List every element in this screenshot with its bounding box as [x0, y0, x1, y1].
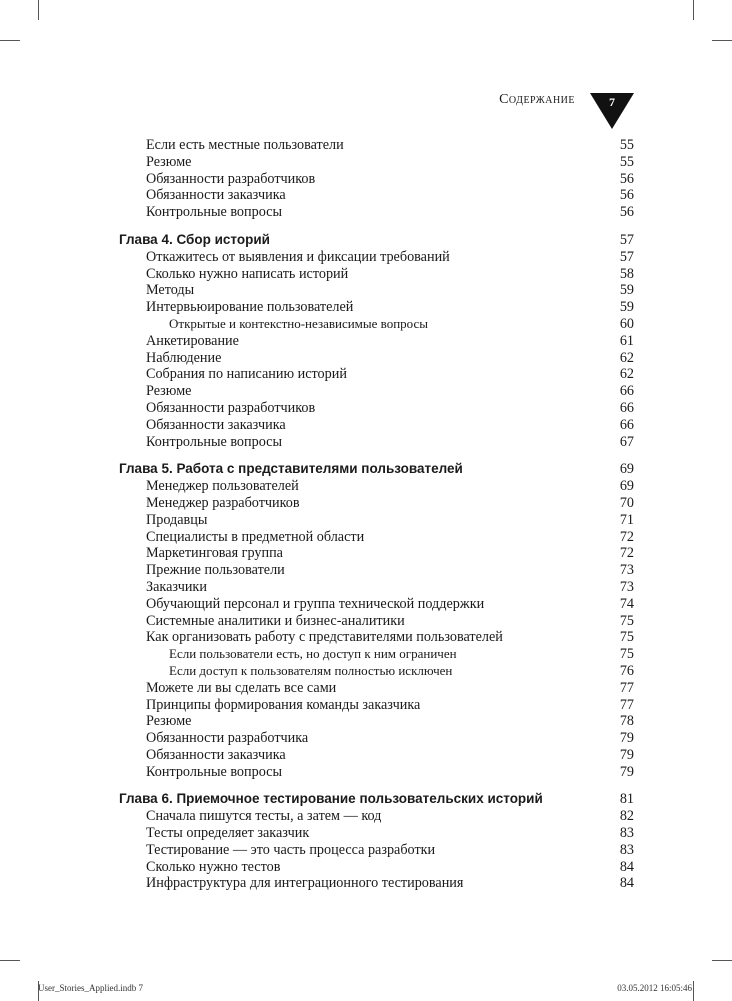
toc-subentry[interactable] — [119, 646, 634, 663]
toc-entry[interactable] — [119, 171, 634, 188]
toc-entry-page: 74 — [619, 595, 634, 612]
toc-entry-page: 70 — [619, 494, 634, 511]
toc-entry-title: Тестирование — это часть процесса разработки — [146, 841, 436, 858]
toc-entry-title: Контрольные вопросы — [146, 763, 282, 780]
toc-entry-page: 73 — [619, 578, 634, 595]
toc-entry[interactable] — [119, 697, 634, 714]
toc-entry[interactable] — [119, 434, 634, 451]
toc-entry[interactable] — [119, 680, 634, 697]
toc-entry-title: Тесты определяет заказчик — [146, 825, 310, 842]
toc-entry[interactable] — [119, 366, 634, 383]
toc-entry[interactable] — [119, 529, 634, 546]
toc-entry-page: 84 — [619, 858, 634, 875]
toc-entry-page: 58 — [619, 265, 634, 282]
toc-entry[interactable] — [119, 859, 634, 876]
toc-entry-page: 83 — [619, 825, 634, 842]
toc-entry-page: 61 — [619, 332, 634, 349]
toc-entry[interactable] — [119, 596, 634, 613]
toc-chapter-heading[interactable] — [119, 232, 634, 249]
toc-subentry[interactable] — [119, 316, 634, 333]
toc-entry-page: 75 — [619, 629, 634, 646]
toc-entry-title: Маркетинговая группа — [146, 545, 283, 562]
toc-entry[interactable] — [119, 350, 634, 367]
table-of-contents — [119, 137, 634, 903]
toc-entry-page: 62 — [619, 349, 634, 366]
toc-entry-page: 79 — [619, 763, 634, 780]
toc-entry-page: 83 — [619, 841, 634, 858]
toc-entry-page: 69 — [619, 478, 634, 495]
toc-entry[interactable] — [119, 613, 634, 630]
crop-mark — [712, 40, 732, 41]
toc-entry-title: Инфраструктура для интеграционного тестирования — [146, 875, 464, 892]
toc-entry-page: 72 — [619, 528, 634, 545]
toc-entry[interactable] — [119, 545, 634, 562]
toc-entry-page: 56 — [619, 204, 634, 221]
toc-chapter-title: Глава 5. Работа с представителями пользователей — [119, 461, 463, 477]
footer-file-info: User_Stories_Applied.indb 7 — [38, 983, 143, 993]
running-header-title: Содержание — [499, 92, 575, 107]
toc-entry[interactable] — [119, 478, 634, 495]
toc-entry-page: 59 — [619, 299, 634, 316]
toc-chapter-heading[interactable] — [119, 791, 634, 808]
toc-entry-title: Обязанности разработчиков — [146, 399, 316, 416]
toc-entry-title: Обязанности разработчиков — [146, 170, 316, 187]
toc-entry[interactable] — [119, 400, 634, 417]
toc-entry-page: 77 — [619, 679, 634, 696]
toc-entry-title: Если доступ к пользователям полностью исключен — [169, 662, 453, 678]
toc-entry[interactable] — [119, 579, 634, 596]
toc-entry-page: 56 — [619, 187, 634, 204]
toc-entry-title: Системные аналитики и бизнес-аналитики — [146, 612, 405, 629]
toc-entry-title: Открытые и контекстно-независимые вопросы — [169, 315, 428, 331]
toc-entry-page: 73 — [619, 562, 634, 579]
toc-entry[interactable] — [119, 747, 634, 764]
toc-entry-page: 60 — [619, 315, 634, 332]
toc-section — [119, 791, 634, 892]
toc-subentry[interactable] — [119, 663, 634, 680]
toc-entry[interactable] — [119, 266, 634, 283]
toc-entry-page: 67 — [619, 433, 634, 450]
toc-entry-page: 62 — [619, 366, 634, 383]
toc-entry-page: 66 — [619, 416, 634, 433]
page-number: 7 — [609, 95, 615, 109]
toc-entry-page: 72 — [619, 545, 634, 562]
crop-mark — [712, 960, 732, 961]
toc-entry-page: 79 — [619, 746, 634, 763]
toc-entry-page: 77 — [619, 696, 634, 713]
toc-entry[interactable] — [119, 187, 634, 204]
toc-entry[interactable] — [119, 282, 634, 299]
toc-entry-title: Методы — [146, 282, 195, 299]
toc-entry-title: Контрольные вопросы — [146, 204, 282, 221]
toc-entry-page: 75 — [619, 612, 634, 629]
toc-entry-title: Принципы формирования команды заказчика — [146, 696, 421, 713]
toc-entry-title: Заказчики — [146, 578, 207, 595]
toc-entry[interactable] — [119, 764, 634, 781]
toc-entry-title: Сколько нужно тестов — [146, 858, 281, 875]
toc-entry-title: Резюме — [146, 383, 192, 400]
crop-mark — [693, 981, 694, 1001]
toc-entry[interactable] — [119, 808, 634, 825]
toc-entry-title: Продавцы — [146, 511, 208, 528]
toc-section — [119, 232, 634, 450]
toc-section — [119, 137, 634, 221]
toc-entry-title: Интервьюирование пользователей — [146, 299, 354, 316]
toc-entry-page: 79 — [619, 730, 634, 747]
crop-mark — [0, 40, 20, 41]
toc-entry[interactable] — [119, 562, 634, 579]
toc-entry-title: Сначала пишутся тесты, а затем — код — [146, 808, 382, 825]
toc-entry-title: Обязанности заказчика — [146, 746, 286, 763]
toc-entry[interactable] — [119, 333, 634, 350]
toc-entry-title: Если пользователи есть, но доступ к ним ограничен — [169, 646, 457, 662]
toc-entry-title: Наблюдение — [146, 349, 222, 366]
toc-entry-page: 84 — [619, 875, 634, 892]
toc-entry-page: 82 — [619, 808, 634, 825]
crop-mark — [693, 0, 694, 20]
toc-entry-page: 66 — [619, 383, 634, 400]
toc-entry-page: 78 — [619, 713, 634, 730]
toc-entry-title: Если есть местные пользователи — [146, 137, 344, 153]
toc-entry[interactable] — [119, 825, 634, 842]
toc-entry-page: 75 — [619, 646, 634, 663]
toc-entry-page: 55 — [619, 153, 634, 170]
toc-entry[interactable] — [119, 137, 634, 154]
toc-entry-title: Специалисты в предметной области — [146, 528, 365, 545]
crop-mark — [38, 0, 39, 20]
toc-chapter-title: Глава 6. Приемочное тестирование пользовательских историй — [119, 791, 543, 807]
toc-entry[interactable] — [119, 249, 634, 266]
toc-entry[interactable] — [119, 629, 634, 646]
toc-entry-title: Обязанности заказчика — [146, 187, 286, 204]
toc-entry-title: Откажитесь от выявления и фиксации требований — [146, 248, 450, 265]
toc-entry-title: Резюме — [146, 713, 192, 730]
toc-entry[interactable] — [119, 383, 634, 400]
toc-entry-title: Обязанности разработчика — [146, 730, 309, 747]
crop-mark — [0, 960, 20, 961]
toc-entry[interactable] — [119, 512, 634, 529]
toc-entry[interactable] — [119, 842, 634, 859]
toc-chapter-title: Глава 4. Сбор историй — [119, 231, 270, 247]
toc-entry[interactable] — [119, 417, 634, 434]
toc-entry-page: 76 — [619, 662, 634, 679]
toc-entry-title: Обязанности заказчика — [146, 416, 286, 433]
toc-entry[interactable] — [119, 299, 634, 316]
toc-entry-title: Сколько нужно написать историй — [146, 265, 349, 282]
toc-entry[interactable] — [119, 875, 634, 892]
toc-entry-page: 55 — [619, 137, 634, 153]
toc-entry-page: 66 — [619, 399, 634, 416]
toc-entry-title: Резюме — [146, 153, 192, 170]
toc-entry-page: 59 — [619, 282, 634, 299]
toc-entry-title: Менеджер пользователей — [146, 478, 299, 495]
toc-entry-title: Собрания по написанию историй — [146, 366, 347, 383]
toc-entry-page: 71 — [619, 511, 634, 528]
toc-chapter-heading[interactable] — [119, 461, 634, 478]
toc-entry-title: Менеджер разработчиков — [146, 494, 300, 511]
toc-chapter-page: 81 — [619, 791, 634, 808]
toc-entry-title: Можете ли вы сделать все сами — [146, 679, 337, 696]
toc-entry-title: Прежние пользователи — [146, 562, 285, 579]
toc-entry-title: Контрольные вопросы — [146, 433, 282, 450]
toc-entry[interactable] — [119, 713, 634, 730]
toc-chapter-page: 57 — [619, 231, 634, 248]
footer-timestamp: 03.05.2012 16:05:46 — [617, 983, 692, 993]
toc-entry[interactable] — [119, 204, 634, 221]
toc-entry[interactable] — [119, 495, 634, 512]
toc-entry[interactable] — [119, 154, 634, 171]
toc-entry-title: Анкетирование — [146, 332, 239, 349]
toc-entry-title: Обучающий персонал и группа технической поддержки — [146, 595, 485, 612]
toc-entry-page: 56 — [619, 170, 634, 187]
toc-entry[interactable] — [119, 730, 634, 747]
toc-section — [119, 461, 634, 780]
toc-entry-title: Как организовать работу с представителями пользователей — [146, 629, 503, 646]
toc-chapter-page: 69 — [619, 461, 634, 478]
toc-entry-page: 57 — [619, 248, 634, 265]
